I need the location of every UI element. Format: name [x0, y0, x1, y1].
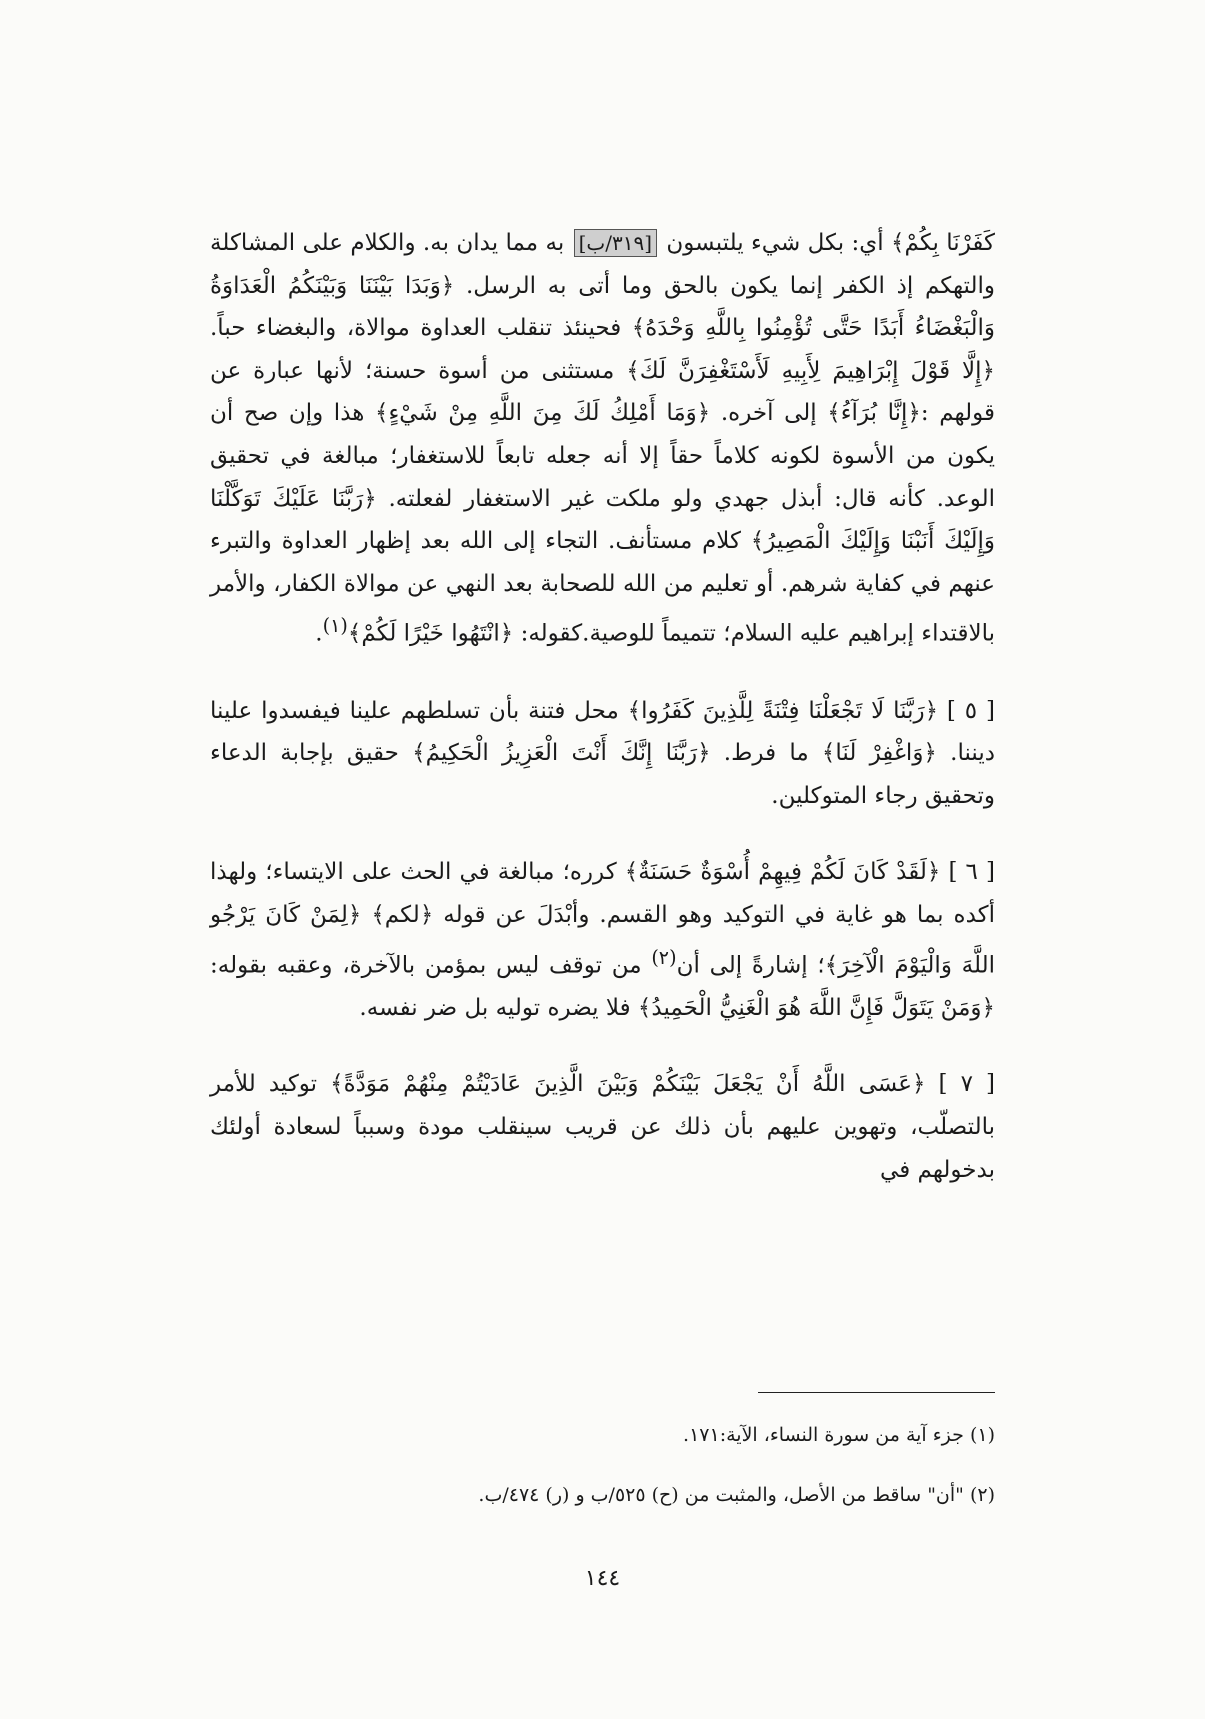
footnote-2: (٢) "أن" ساقط من الأصل، والمثبت من (ح) ٥٢٥/ب و (ر) ٤٧٤/ب. [478, 1484, 995, 1506]
paragraph-3-start: [ ٦ ] ﴿لَقَدْ كَانَ لَكُمْ فِيهِمْ أُسْوَةٌ حَسَنَةٌ﴾ كرره؛ مبالغة في الحث على الايتساء؛ ولهذا أكده بما هو غاية في التوكيد وهو القسم. وأبْدَلَ عن قوله ﴿لكم﴾ ﴿لِمَنْ كَانَ يَرْجُو اللَّهَ وَالْيَوْمَ الْآخِرَ﴾؛ إشارةً إلى أن [210, 859, 995, 979]
footnote-divider [758, 1392, 995, 1393]
paragraph-1-start: كَفَرْنَا بِكُمْ﴾ أي: بكل شيء يلتبسون [659, 230, 995, 256]
paragraph-1-end: . [315, 621, 323, 647]
main-text [210, 222, 995, 1191]
footnote-ref-1[interactable]: (١) [322, 614, 348, 638]
paragraph-4: [ ٧ ] ﴿عَسَى اللَّهُ أَنْ يَجْعَلَ بَيْنَكُمْ وَبَيْنَ الَّذِينَ عَادَيْتُمْ مِنْهُمْ مَوَدَّةً﴾ توكيد للأمر بالتصلّب، وتهوين عليهم بأن ذلك عن قريب سينقلب مودة وسبباً لسعادة أولئك بدخولهم في [210, 1071, 995, 1183]
paragraph-3 [210, 851, 995, 1029]
paragraph-2: [ ٥ ] ﴿رَبَّنَا لَا تَجْعَلْنَا فِتْنَةً لِلَّذِينَ كَفَرُوا﴾ محل فتنة بأن تسلطهم علينا فيفسدوا علينا ديننا. ﴿وَاغْفِرْ لَنَا﴾ ما فرط. ﴿رَبَّنَا إِنَّكَ أَنْتَ الْعَزِيزُ الْحَكِيمُ﴾ حقيق بإجابة الدعاء وتحقيق رجاء المتوكلين. [210, 697, 995, 809]
page-number: ١٤٤ [584, 1566, 621, 1591]
footnotes [210, 1420, 995, 1510]
paragraph-3-rest: من توقف ليس بمؤمن بالآخرة، وعقبه بقوله: ﴿وَمَنْ يَتَوَلَّ فَإِنَّ اللَّهَ هُوَ الْغَنِيُّ الْحَمِيدُ﴾ فلا يضره توليه بل ضر نفسه. [210, 952, 995, 1021]
paragraph-1 [210, 222, 995, 656]
paragraph-1-rest: به مما يدان به. والكلام على المشاكلة والتهكم إذ الكفر إنما يكون بالحق وما أتى به الرسل. ﴿وَبَدَا بَيْنَنَا وَبَيْنَكُمُ الْعَدَاوَةُ وَالْبَغْضَاءُ أَبَدًا حَتَّى تُؤْمِنُوا بِاللَّهِ وَحْدَهُ﴾ فحينئذ تنقلب العداوة موالاة، والبغضاء حباً. ﴿إِلَّا قَوْلَ إِبْرَاهِيمَ لِأَبِيهِ لَأَسْتَغْفِرَنَّ لَكَ﴾ مستثنى من أسوة حسنة؛ لأنها عبارة عن قولهم :﴿إِنَّا بُرَآءُ﴾ إلى آخره. ﴿وَمَا أَمْلِكُ لَكَ مِنَ اللَّهِ مِنْ شَيْءٍ﴾ هذا وإن صح أن يكون من الأسوة لكونه كلاماً حقاً إلا أنه جعله تابعاً للاستغفار؛ مبالغة في تحقيق الوعد. كأنه قال: أبذل جهدي ولو ملكت غير الاستغفار لفعلته. ﴿رَبَّنَا عَلَيْكَ تَوَكَّلْنَا وَإِلَيْكَ أَنَبْنَا وَإِلَيْكَ الْمَصِيرُ﴾ كلام مستأنف. التجاء إلى الله بعد إظهار العداوة والتبرء عنهم في كفاية شرهم. أو تعليم من الله للصحابة بعد النهي عن موالاة الكفار، والأمر بالاقتداء إبراهيم عليه السلام؛ تتميماً للوصية.كقوله: ﴿انْتَهُوا خَيْرًا لَكُمْ﴾ [210, 230, 995, 647]
footnote-1: (١) جزء آية من سورة النساء، الآية:١٧١. [683, 1424, 995, 1446]
folio-marker: [٣١٩/ب] [574, 229, 657, 257]
footnote-ref-2[interactable]: (٢) [651, 945, 677, 969]
